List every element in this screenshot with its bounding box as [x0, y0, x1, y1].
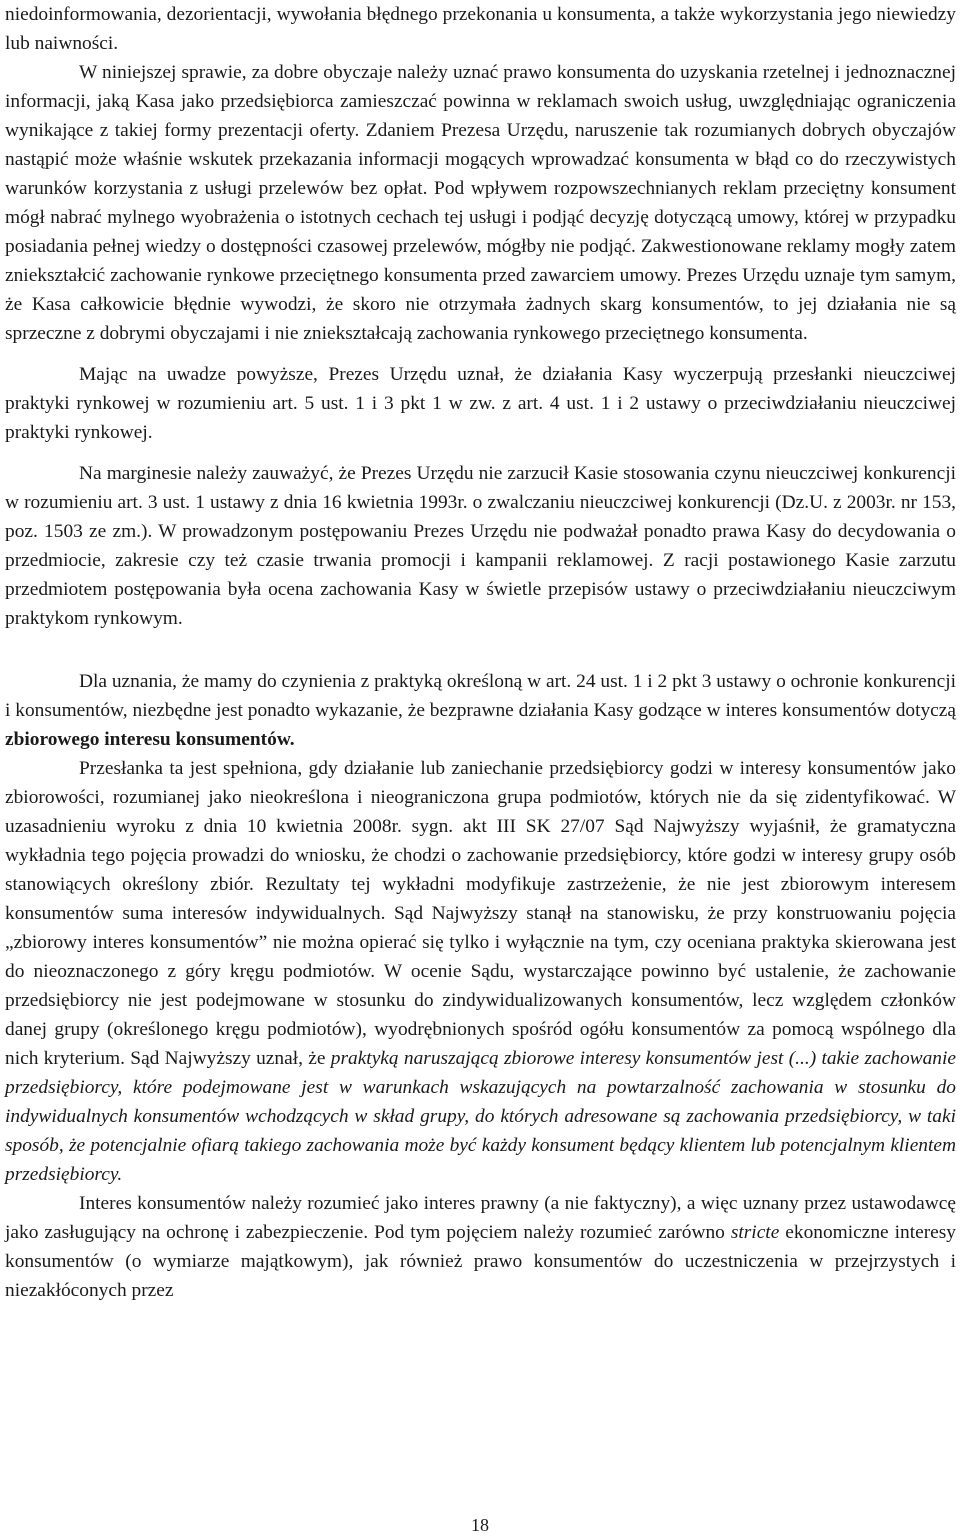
paragraph-4	[5, 459, 956, 633]
paragraph-5	[5, 667, 956, 754]
paragraph-1	[5, 0, 956, 58]
paragraph-5-text: Dla uznania, że mamy do czynienia z praktyką określoną w art. 24 ust. 1 i 2 pkt 3 ustawy o ochronie konkurencji i konsumentów, niezbędne jest ponadto wykazanie, że bezprawne działania Kasy godzące w interes konsumentów dotyczą	[5, 671, 956, 721]
paragraph-7-italic-term: stricte	[730, 1222, 780, 1243]
paragraph-6	[5, 754, 956, 1189]
paragraph-4-text: Na marginesie należy zauważyć, że Prezes Urzędu nie zarzucił Kasie stosowania czynu nieuczciwej konkurencji w rozumieniu art. 3 ust. 1 ustawy z dnia 16 kwietnia 1993r. o zwalczaniu nieuczciwej konkurencji (Dz.U. z 2003r. nr 153, poz. 1503 ze zm.). W prowadzonym postępowaniu Prezes Urzędu nie podważał ponadto prawa Kasy do decydowania o przedmiocie, zakresie czy też czasie trwania promocji i kampanii reklamowej. Z racji postawionego Kasie zarzutu przedmiotem postępowania była ocena zachowania Kasy w świetle przepisów ustawy o przeciwdziałaniu nieuczciwym praktykom rynkowym.	[5, 463, 956, 629]
paragraph-2-text: W niniejszej sprawie, za dobre obyczaje należy uznać prawo konsumenta do uzyskania rzetelnej i jednoznacznej informacji, jaką Kasa jako przedsiębiorca zamieszczać powinna w reklamach swoich usług, uwzględniając ograniczenia wynikające z takiej formy prezentacji oferty. Zdaniem Prezesa Urzędu, naruszenie tak rozumianych dobrych obyczajów nastąpić może właśnie wskutek przekazania informacji mogących wprowadzać konsumenta w błąd co do rzeczywistych warunków korzystania z usługi przelewów bez opłat. Pod wpływem rozpowszechnianych reklam przeciętny konsument mógł nabrać mylnego wyobrażenia o istotnych cechach tej usługi i podjąć decyzję dotyczącą umowy, której w przypadku posiadania pełnej wiedzy o dostępności czasowej przelewów, mógłby nie podjąć. Zakwestionowane reklamy mogły zatem zniekształcić zachowanie rynkowe przeciętnego konsumenta przed zawarciem umowy. Prezes Urzędu uznaje tym samym, że Kasa całkowicie błędnie wywodzi, że skoro nie otrzymała żadnych skarg konsumentów, to jej działania nie są sprzeczne z dobrymi obyczajami i nie zniekształcają zachowania rynkowego przeciętnego konsumenta.	[5, 62, 956, 344]
paragraph-3-text: Mając na uwadze powyższe, Prezes Urzędu uznał, że działania Kasy wyczerpują przesłanki nieuczciwej praktyki rynkowej w rozumieniu art. 5 ust. 1 i 3 pkt 1 w zw. z art. 4 ust. 1 i 2 ustawy o przeciwdziałaniu nieuczciwej praktyki rynkowej.	[5, 364, 956, 443]
page-number: 18	[471, 1515, 489, 1535]
paragraph-2	[5, 58, 956, 348]
paragraph-5-bold-text: zbiorowego interesu konsumentów.	[5, 729, 295, 750]
paragraph-1-text: niedoinformowania, dezorientacji, wywołania błędnego przekonania u konsumenta, a także wykorzystania jego niewiedzy lub naiwności.	[5, 4, 956, 54]
paragraph-7-text-b: ekonomiczne interesy konsumentów (o wymiarze majątkowym), jak również prawo konsumentów do uczestniczenia w przejrzystych i niezakłóconych przez	[5, 1222, 957, 1301]
paragraph-6-text: Przesłanka ta jest spełniona, gdy działanie lub zaniechanie przedsiębiorcy godzi w interesy konsumentów jako zbiorowości, rozumianej jako nieokreślona i nieograniczona grupa podmiotów, których nie da się zidentyfikować. W uzasadnieniu wyroku z dnia 10 kwietnia 2008r. sygn. akt III SK 27/07 Sąd Najwyższy wyjaśnił, że gramatyczna wykładnia tego pojęcia prowadzi do wniosku, że chodzi o zachowanie przedsiębiorcy, które godzi w interesy grupy osób stanowiących określony zbiór. Rezultaty tej wykładni modyfikuje zastrzeżenie, że nie jest zbiorowym interesem konsumentów suma interesów indywidualnych. Sąd Najwyższy stanął na stanowisku, że przy konstruowaniu pojęcia „zbiorowy interes konsumentów” nie można opierać się tylko i wyłącznie na tym, czy oceniana praktyka skierowana jest do nieoznaczonego z góry kręgu podmiotów. W ocenie Sądu, wystarczające powinno być ustalenie, że zachowanie przedsiębiorcy nie jest podejmowane w stosunku do zindywidualizowanych konsumentów, lecz względem członków danej grupy (określonego kręgu podmiotów), wyodrębnionych spośród ogółu konsumentów za pomocą wspólnego dla nich kryterium. Sąd Najwyższy uznał, że	[5, 758, 956, 1069]
paragraph-7	[5, 1189, 956, 1305]
paragraph-3	[5, 360, 956, 447]
paragraph-6-quote: praktyką naruszającą zbiorowe interesy konsumentów jest (...) takie zachowanie przedsiębiorcy, które podejmowane jest w warunkach wskazujących na powtarzalność zachowania w stosunku do indywidualnych konsumentów wchodzących w skład grupy, do których adresowane są zachowania przedsiębiorcy, w taki sposób, że potencjalnie ofiarą takiego zachowania może być każdy konsument będący klientem lub potencjalnym klientem przedsiębiorcy.	[5, 1048, 957, 1185]
paragraph-7-text-a: Interes konsumentów należy rozumieć jako interes prawny (a nie faktyczny), a więc uznany przez ustawodawcę jako zasługujący na ochronę i zabezpieczenie. Pod tym pojęciem należy rozumieć zarówno	[5, 1193, 956, 1243]
